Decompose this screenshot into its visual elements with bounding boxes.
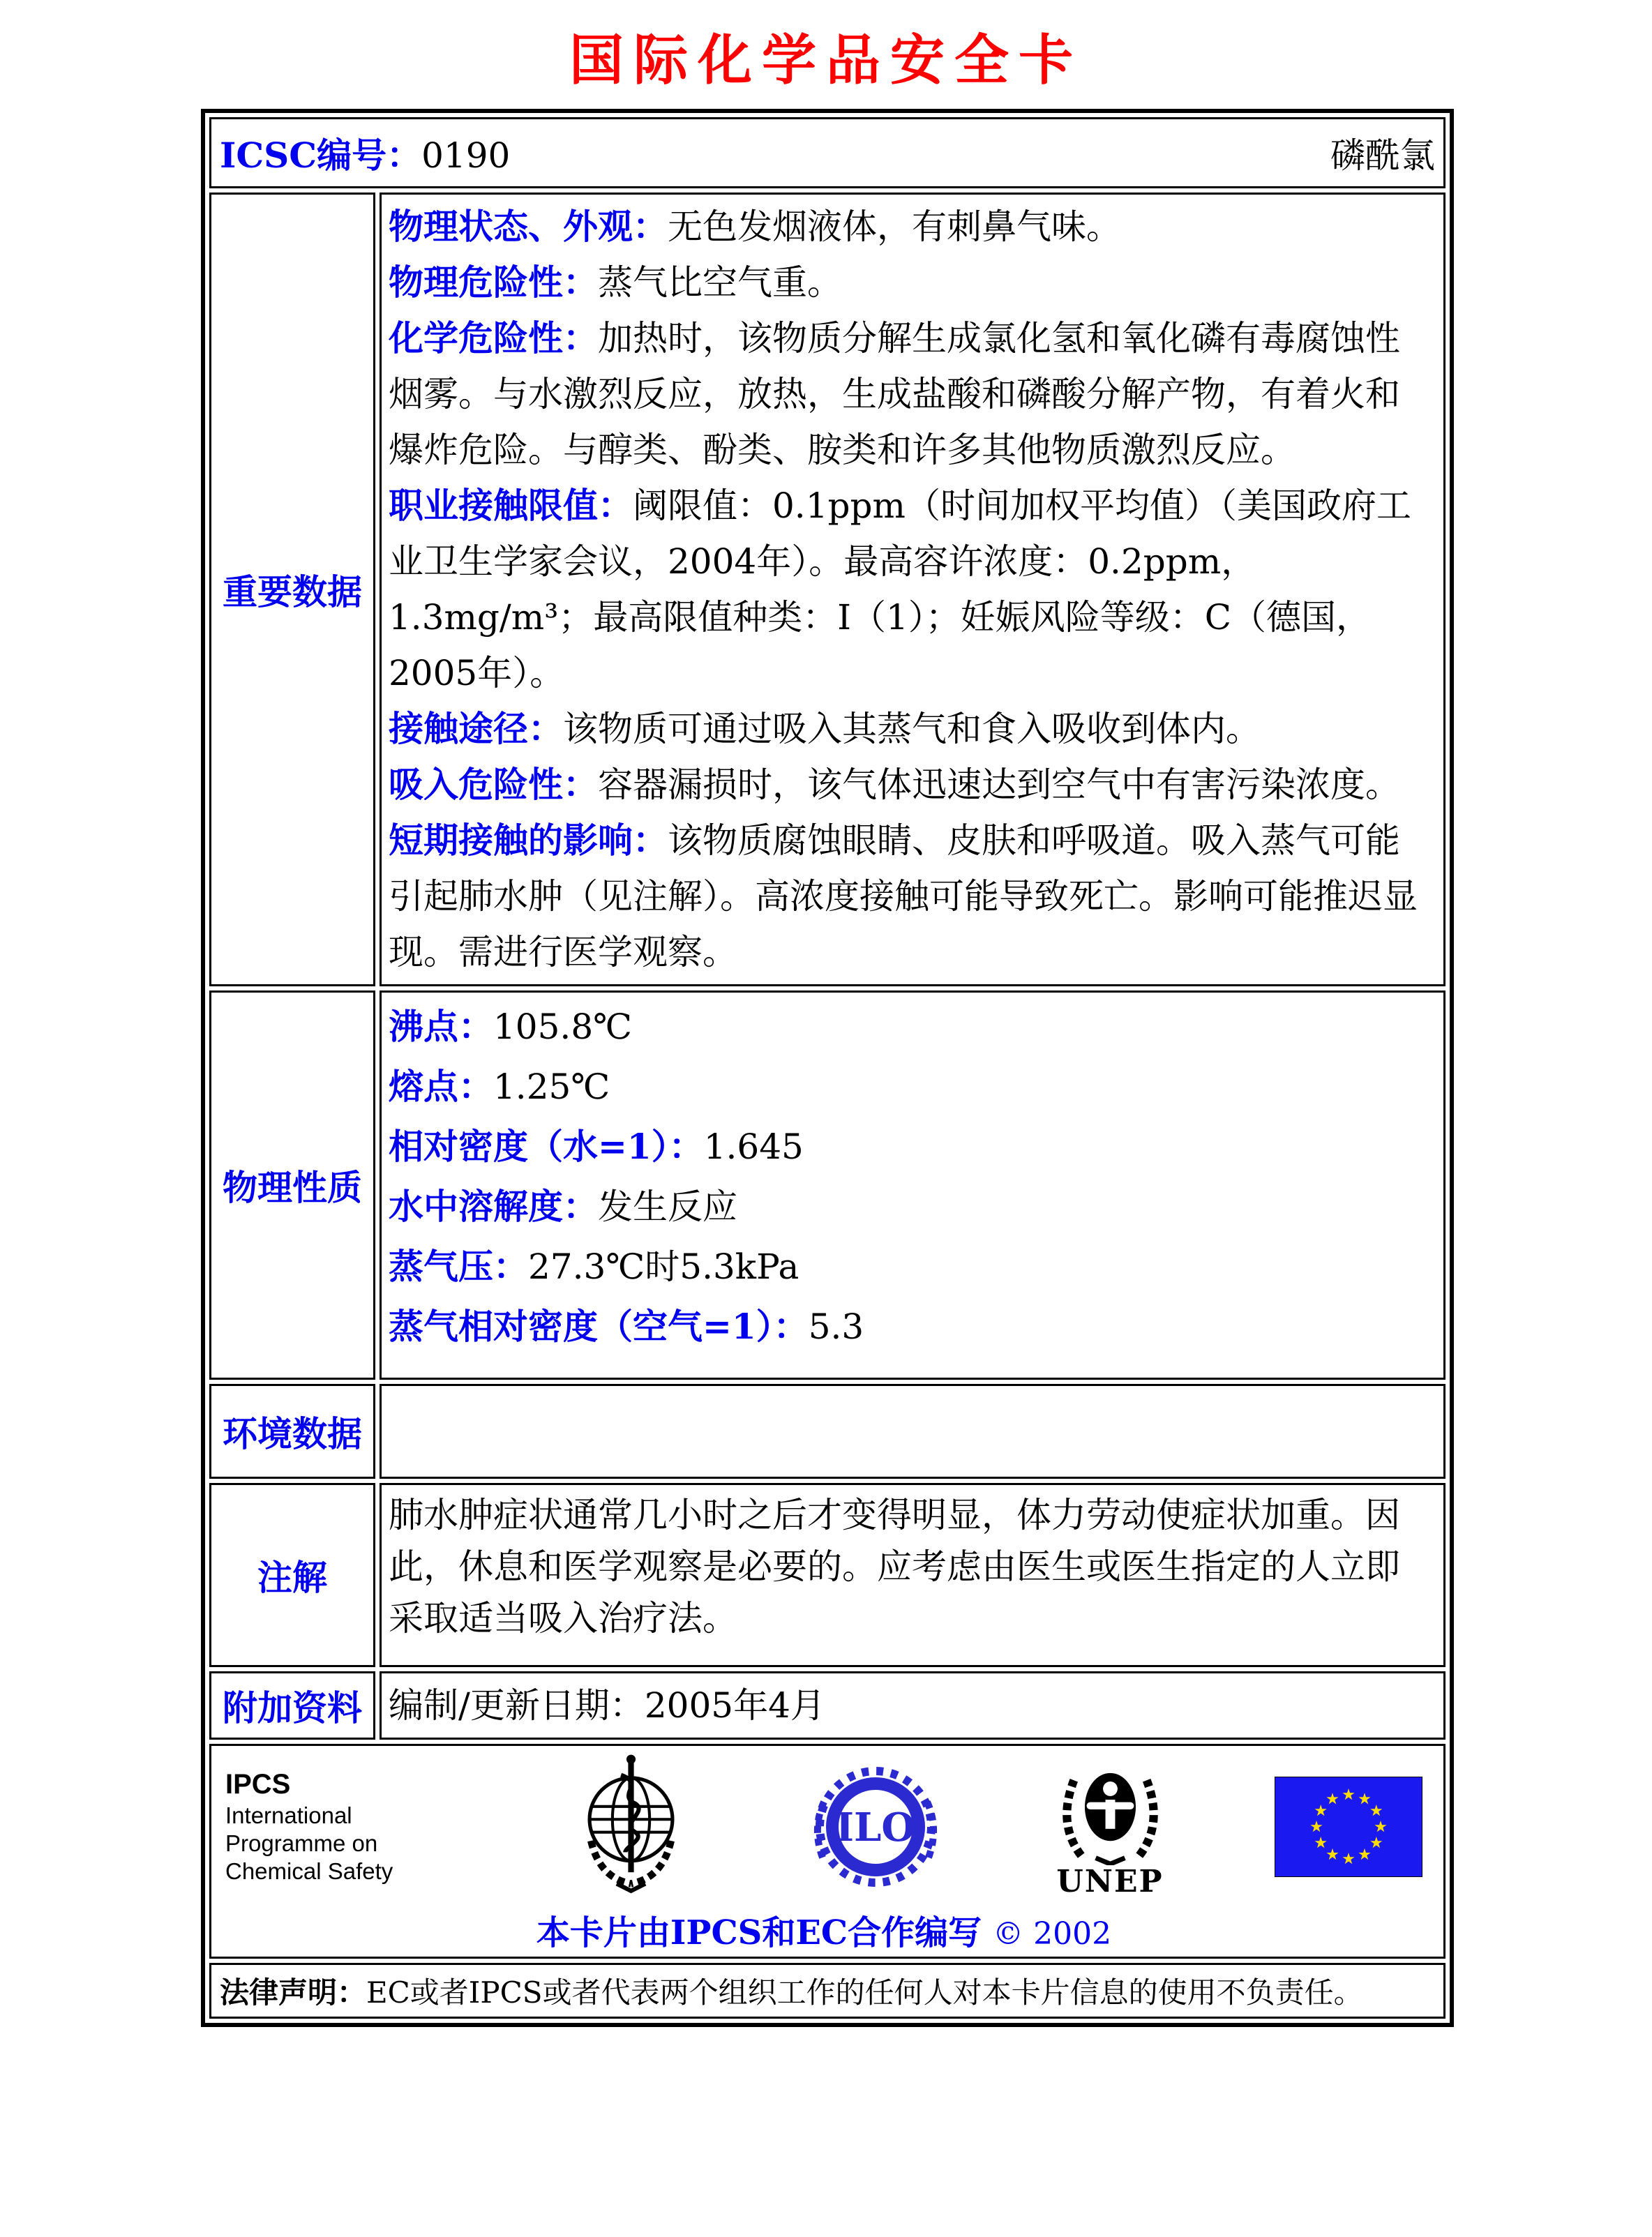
ilo-logo-letters: ILO xyxy=(835,1804,916,1851)
footer-caption xyxy=(225,1906,1422,1954)
logos-cell xyxy=(209,1744,1446,1959)
environmental-data-row-label: 环境数据 xyxy=(209,1384,375,1479)
icsc-number-group xyxy=(220,128,510,178)
header-cell xyxy=(209,117,1446,188)
physical-properties-row-label: 物理性质 xyxy=(209,991,375,1380)
physical-property-item: 沸点：105.8℃ xyxy=(389,1006,633,1047)
unep-logo-letters: UNEP xyxy=(1056,1864,1164,1899)
important-data-item: 接触途径：该物质可通过吸入其蒸气和食入吸收到体内。 xyxy=(389,708,1261,749)
physical-properties-content xyxy=(380,991,1446,1380)
important-data-item: 吸入危险性：容器漏损时，该气体迅速达到空气中有害污染浓度。 xyxy=(389,764,1400,805)
physical-property-item: 相对密度（水=1）：1.645 xyxy=(389,1126,804,1167)
page-title: 国际化学品安全卡 xyxy=(569,29,1083,92)
physical-property-item: 蒸气压：27.3℃时5.3kPa xyxy=(389,1246,799,1287)
icsc-card-table xyxy=(201,109,1454,2027)
additional-info-content: 编制/更新日期：2005年4月 xyxy=(380,1671,1446,1740)
legal-text: EC或者IPCS或者代表两个组织工作的任何人对本卡片信息的使用不负责任。 xyxy=(366,1975,1363,2010)
notes-content: 肺水肿症状通常几小时之后才变得明显，体力劳动使症状加重。因此，休息和医学观察是必要的。应考虑由医生或医生指定的人立即采取适当吸入治疗法。 xyxy=(380,1483,1446,1667)
icsc-number-label: ICSC编号： xyxy=(220,135,422,176)
icsc-number-value: 0190 xyxy=(421,135,511,176)
important-data-item: 物理状态、外观：无色发烟液体，有刺鼻气味。 xyxy=(389,206,1121,247)
notes-row-label: 注解 xyxy=(209,1483,375,1667)
logos-row xyxy=(209,1744,1446,1959)
notes-row xyxy=(209,1483,1446,1667)
legal-cell xyxy=(209,1963,1446,2019)
physical-properties-row xyxy=(209,991,1446,1380)
important-data-row-label: 重要数据 xyxy=(209,193,375,986)
who-logo-icon xyxy=(560,1752,703,1901)
ipcs-acronym: IPCS xyxy=(225,1768,291,1800)
physical-property-item: 熔点：1.25℃ xyxy=(389,1066,610,1107)
eu-flag-icon xyxy=(1275,1777,1422,1877)
header-row xyxy=(209,117,1446,188)
additional-info-row-label: 附加资料 xyxy=(209,1671,375,1740)
legal-row xyxy=(209,1963,1446,2019)
important-data-item: 职业接触限值：阈限值：0.1ppm（时间加权平均值）（美国政府工业卫生学家会议，2004年）。最高容许浓度：0.2ppm，1.3mg/m³；最高限值种类：I（1）；妊娠风险等级：C（德国，2005年）。 xyxy=(389,485,1411,693)
additional-info-row xyxy=(209,1671,1446,1740)
legal-label: 法律声明： xyxy=(220,1975,367,2010)
important-data-row xyxy=(209,193,1446,986)
footer-copyright: © 2002 xyxy=(993,1916,1112,1952)
unep-logo xyxy=(1049,1754,1171,1899)
important-data-item: 短期接触的影响：该物质腐蚀眼睛、皮肤和呼吸道。吸入蒸气可能引起肺水肿（见注解）。高浓度接触可能导致死亡。影响可能推迟显现。需进行医学观察。 xyxy=(389,820,1418,972)
important-data-item: 化学危险性：加热时，该物质分解生成氯化氢和氧化磷有毒腐蚀性烟雾。与水激烈反应，放热，生成盐酸和磷酸分解产物，有着火和爆炸危险。与醇类、酚类、胺类和许多其他物质激烈反应。 xyxy=(389,317,1400,470)
environmental-data-row xyxy=(209,1384,1446,1479)
environmental-data-content xyxy=(380,1384,1446,1479)
ilo-logo-icon xyxy=(806,1757,945,1897)
important-data-item: 物理危险性：蒸气比空气重。 xyxy=(389,262,842,303)
chemical-name: 磷酰氯 xyxy=(1330,135,1435,176)
ipcs-text-block: IPCS International Programme on Chemical Safety xyxy=(225,1768,456,1886)
important-data-content xyxy=(380,193,1446,986)
physical-property-item: 蒸气相对密度（空气=1）：5.3 xyxy=(389,1306,864,1347)
physical-property-item: 水中溶解度：发生反应 xyxy=(389,1186,737,1227)
footer-caption-text: 本卡片由IPCS和EC合作编写 xyxy=(536,1913,982,1952)
